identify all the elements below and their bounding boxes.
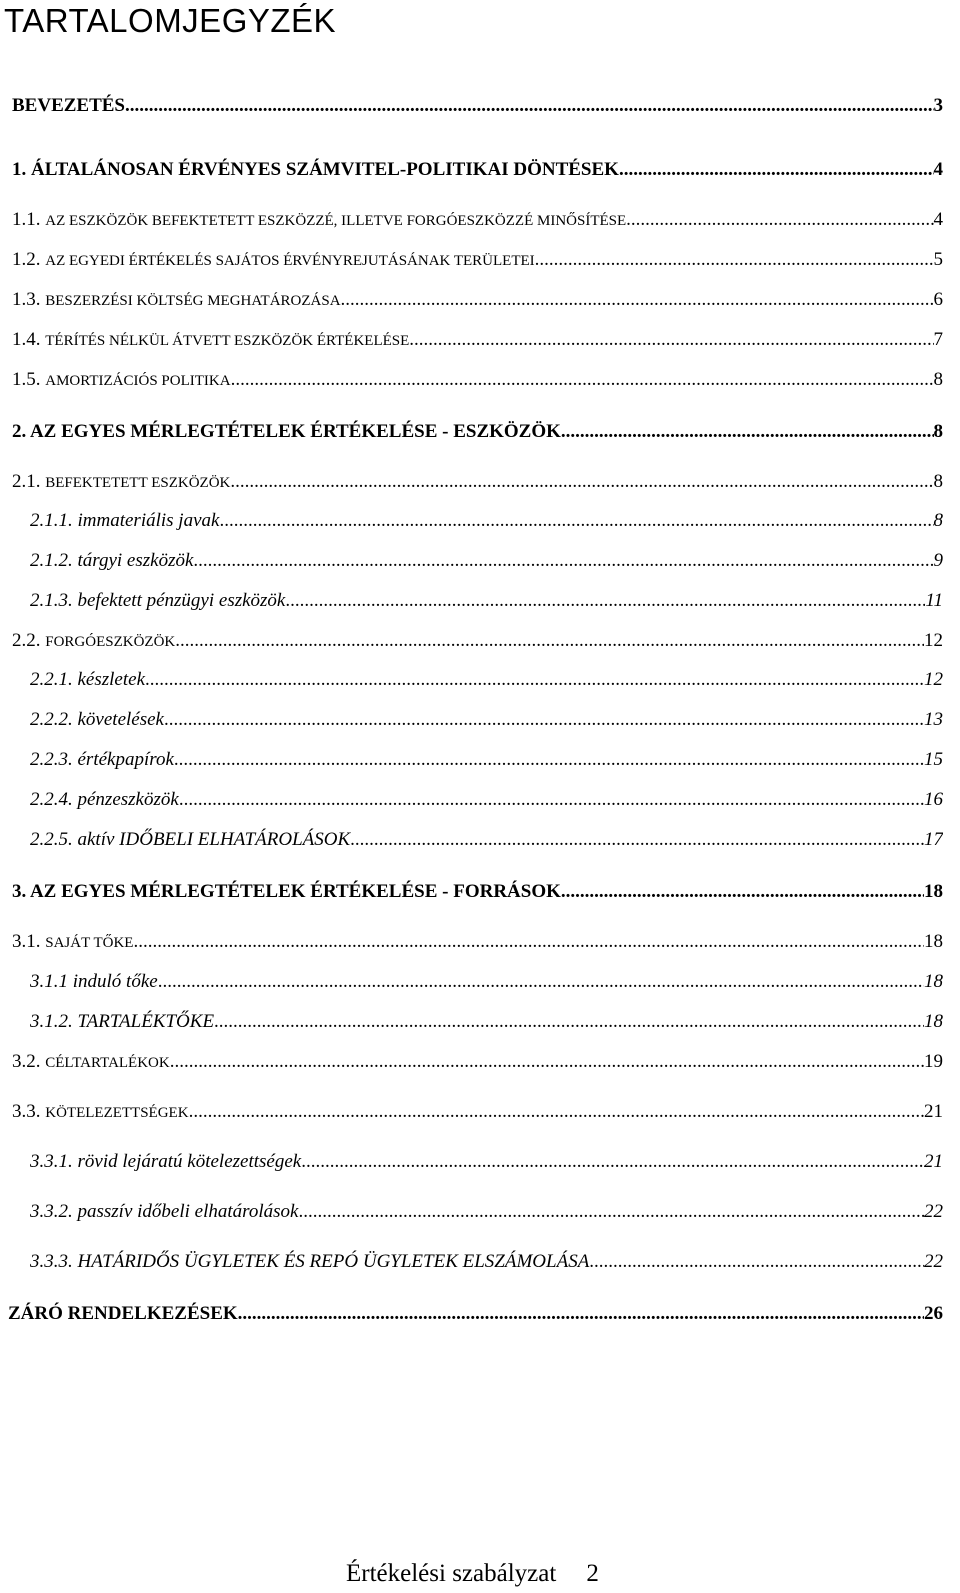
toc-entry-number: 3.1.1 <box>30 971 73 992</box>
toc-entry[interactable] <box>30 1010 943 1034</box>
toc-leader-dots <box>179 788 924 812</box>
toc-entry[interactable] <box>30 1200 943 1224</box>
toc-leader-dots <box>589 1250 924 1274</box>
toc-entry-title <box>12 880 561 904</box>
toc-page-number: 11 <box>925 590 943 611</box>
toc-page-number: 8 <box>933 369 943 390</box>
toc-entry-number: 3. <box>12 881 30 902</box>
toc-entry-title <box>12 158 619 182</box>
toc-entry[interactable] <box>12 930 943 955</box>
toc-entry-title <box>12 470 230 495</box>
toc-entry-label: BEFEKTETETT ESZKÖZÖK <box>45 475 231 491</box>
toc-entry-title <box>30 1010 214 1034</box>
toc-entry-title <box>30 970 158 994</box>
toc-entry-title <box>30 828 350 852</box>
toc-entry-title <box>12 629 175 654</box>
toc-entry[interactable] <box>12 94 943 118</box>
toc-entry-title <box>30 1150 301 1174</box>
toc-leader-dots <box>158 970 924 994</box>
toc-entry-label: aktív IDŐBELI ELHATÁROLÁSOK <box>77 829 351 850</box>
toc-entry-title <box>12 1050 170 1075</box>
toc-entry-number: 2.2.1. <box>30 669 78 690</box>
toc-entry-title <box>30 1250 589 1274</box>
toc-leader-dots <box>535 248 934 272</box>
toc-entry-number: 3.1.2. <box>30 1011 78 1032</box>
toc-page-number: 8 <box>933 471 943 492</box>
toc-page-number: 26 <box>924 1303 943 1324</box>
toc-page-number: 6 <box>933 289 943 310</box>
footer-page-number: 2 <box>586 1560 599 1587</box>
toc-entry-title <box>30 748 174 772</box>
toc-entry[interactable] <box>30 788 943 812</box>
toc-entry[interactable] <box>30 748 943 772</box>
toc-page-number: 5 <box>933 249 943 270</box>
toc-page-number: 4 <box>933 209 943 230</box>
toc-leader-dots <box>350 828 924 852</box>
toc-entry[interactable] <box>12 1100 943 1125</box>
toc-entry-label: követelések <box>77 709 164 730</box>
toc-entry[interactable] <box>12 880 943 904</box>
toc-page-number: 13 <box>924 709 943 730</box>
toc-entry-label: FORGÓESZKÖZÖK <box>45 634 176 650</box>
toc-entry-title <box>30 668 145 692</box>
toc-leader-dots <box>238 1302 924 1326</box>
toc-entry[interactable] <box>30 589 943 613</box>
toc-entry-title <box>12 288 341 313</box>
toc-entry[interactable] <box>30 708 943 732</box>
toc-entry-label: KÖTELEZETTSÉGEK <box>45 1105 189 1121</box>
toc-entry-number: 2.2. <box>12 630 46 651</box>
toc-leader-dots <box>219 509 933 533</box>
toc-page-number: 18 <box>924 881 943 902</box>
toc-entry-number: 1.2. <box>12 249 46 270</box>
toc-entry-title <box>30 549 193 573</box>
toc-entry-number: 2.2.3. <box>30 749 78 770</box>
toc-entry-label: AZ EGYES MÉRLEGTÉTELEK ÉRTÉKELÉSE - ESZKÖZÖK <box>29 421 561 442</box>
toc-entry-number: 3.3.1. <box>30 1151 78 1172</box>
toc-page-number: 21 <box>924 1101 943 1122</box>
toc-entry[interactable] <box>12 368 943 393</box>
toc-entry-number: 2. <box>12 421 30 442</box>
toc-entry-number: 1.4. <box>12 329 46 350</box>
toc-entry-label: induló tőke <box>72 971 158 992</box>
toc-page-number: 22 <box>924 1201 943 1222</box>
toc-entry[interactable] <box>30 549 943 573</box>
toc-entry-label: ZÁRÓ RENDELKEZÉSEK <box>8 1303 238 1324</box>
toc-leader-dots <box>189 1100 924 1124</box>
toc-page-number: 4 <box>933 159 943 180</box>
toc-leader-dots <box>174 748 924 772</box>
toc-entry[interactable] <box>12 328 943 353</box>
toc-page-number: 16 <box>924 789 943 810</box>
toc-entry-label: tárgyi eszközök <box>77 550 194 571</box>
toc-page-number: 12 <box>924 669 943 690</box>
toc-entry-label: BEVEZETÉS <box>12 95 125 116</box>
toc-leader-dots <box>298 1200 924 1224</box>
toc-leader-dots <box>125 94 934 118</box>
toc-entry-number: 2.2.5. <box>30 829 78 850</box>
toc-page-number: 22 <box>924 1251 943 1272</box>
toc-leader-dots <box>561 420 934 444</box>
toc-entry-label: TÉRÍTÉS NÉLKÜL ÁTVETT ESZKÖZÖK ÉRTÉKELÉSE <box>45 333 410 349</box>
toc-leader-dots <box>619 158 934 182</box>
page-footer <box>346 1560 599 1588</box>
toc-leader-dots <box>230 470 933 494</box>
toc-page-number: 18 <box>924 931 943 952</box>
toc-page-number: 7 <box>933 329 943 350</box>
toc-page-number: 18 <box>924 971 943 992</box>
toc-entry-title <box>30 708 164 732</box>
toc-entry[interactable] <box>12 629 943 654</box>
toc-entry-label: befektett pénzügyi eszközök <box>77 590 286 611</box>
toc-leader-dots <box>164 708 924 732</box>
toc-entry-label: készletek <box>77 669 146 690</box>
toc-entry-title <box>30 788 179 812</box>
toc-entry[interactable] <box>12 158 943 182</box>
toc-entry-label: AZ EGYES MÉRLEGTÉTELEK ÉRTÉKELÉSE - FORRÁSOK <box>29 881 561 902</box>
toc-leader-dots <box>175 629 924 653</box>
toc-entry-number: 1.1. <box>12 209 46 230</box>
toc-entry-title <box>30 589 285 613</box>
toc-entry-number: 1. <box>12 159 31 180</box>
toc-entry[interactable] <box>12 470 943 495</box>
toc-leader-dots <box>170 1050 924 1074</box>
toc-leader-dots <box>301 1150 924 1174</box>
toc-entry-label: HATÁRIDŐS ÜGYLETEK ÉS REPÓ ÜGYLETEK ELSZÁMOLÁSA <box>77 1251 590 1272</box>
toc-entry[interactable] <box>12 248 943 273</box>
toc-leader-dots <box>133 930 924 954</box>
toc-leader-dots <box>145 668 924 692</box>
toc-entry[interactable] <box>30 668 943 692</box>
toc-page-number: 15 <box>924 749 943 770</box>
toc-entry-label: BESZERZÉSI KÖLTSÉG MEGHATÁROZÁSA <box>45 293 341 309</box>
toc-page-number: 21 <box>924 1151 943 1172</box>
toc-entry-label: SAJÁT TŐKE <box>45 935 134 951</box>
toc-entry[interactable] <box>12 420 943 444</box>
toc-entry-label: pénzeszközök <box>77 789 179 810</box>
toc-entry-label: CÉLTARTALÉKOK <box>45 1055 170 1071</box>
toc-leader-dots <box>626 208 933 232</box>
toc-entry-number: 2.1.3. <box>30 590 78 611</box>
toc-entry-number: 2.2.2. <box>30 709 78 730</box>
toc-entry-title <box>12 1100 189 1125</box>
toc-entry[interactable] <box>30 970 943 994</box>
toc-leader-dots <box>193 549 933 573</box>
toc-entry-title <box>12 328 409 353</box>
toc-entry-label: TARTALÉKTŐKE <box>77 1011 215 1032</box>
toc-page-number: 17 <box>924 829 943 850</box>
toc-entry-number: 3.3.2. <box>30 1201 78 1222</box>
toc-page-number: 8 <box>933 510 943 531</box>
toc-entry-title <box>12 368 231 393</box>
toc-entry-label: AZ EGYEDI ÉRTÉKELÉS SAJÁTOS ÉRVÉNYREJUTÁSÁNAK TERÜLETEI <box>45 253 535 269</box>
toc-leader-dots <box>285 589 925 613</box>
toc-page-number: 19 <box>924 1051 943 1072</box>
toc-entry-label: passzív időbeli elhatárolások <box>77 1201 299 1222</box>
toc-leader-dots <box>561 880 924 904</box>
toc-page-number: 12 <box>924 630 943 651</box>
toc-entry-title <box>12 248 535 273</box>
toc-page-number: 8 <box>933 421 943 442</box>
toc-entry-number: 3.3. <box>12 1101 46 1122</box>
toc-page-number: 18 <box>924 1011 943 1032</box>
toc-leader-dots <box>231 368 934 392</box>
toc-entry[interactable] <box>30 1150 943 1174</box>
toc-entry-label: AZ ESZKÖZÖK BEFEKTETETT ESZKÖZZÉ, ILLETVE FORGÓESZKÖZZÉ MINŐSÍTÉSE <box>45 213 627 229</box>
toc-entry-number: 3.1. <box>12 931 46 952</box>
toc-entry-number: 2.1.1. <box>30 510 78 531</box>
toc-entry-label: ÁLTALÁNOSAN ÉRVÉNYES SZÁMVITEL-POLITIKAI DÖNTÉSEK <box>31 159 619 180</box>
toc-entry[interactable] <box>12 1050 943 1075</box>
toc-entry-number: 3.3.3. <box>30 1251 78 1272</box>
toc-entry-number: 1.3. <box>12 289 46 310</box>
toc-entry[interactable] <box>8 1302 943 1326</box>
toc-entry-title <box>8 1302 238 1326</box>
toc-entry-label: értékpapírok <box>77 749 174 770</box>
page-title: TARTALOMJEGYZÉK <box>4 2 337 39</box>
toc-page-number: 9 <box>933 550 943 571</box>
toc-entry[interactable] <box>30 1250 943 1274</box>
toc-entry[interactable] <box>12 288 943 313</box>
toc-entry-title <box>12 420 561 444</box>
toc-entry-number: 2.2.4. <box>30 789 78 810</box>
toc-entry-title <box>30 1200 298 1224</box>
toc-entry-number: 2.1. <box>12 471 46 492</box>
toc-entry-number: 2.1.2. <box>30 550 78 571</box>
toc-entry[interactable] <box>30 509 943 533</box>
toc-entry-number: 3.2. <box>12 1051 46 1072</box>
toc-entry[interactable] <box>30 828 943 852</box>
toc-entry-title <box>30 509 219 533</box>
toc-page-number: 3 <box>933 95 943 116</box>
toc-entry-title <box>12 208 626 233</box>
toc-leader-dots <box>409 328 933 352</box>
toc-entry-label: AMORTIZÁCIÓS POLITIKA <box>45 373 231 389</box>
toc-leader-dots <box>214 1010 924 1034</box>
footer-text: Értékelési szabályzat <box>346 1560 557 1587</box>
toc-entry-title <box>12 930 133 955</box>
toc-leader-dots <box>341 288 934 312</box>
toc-entry[interactable] <box>12 208 943 233</box>
toc-entry-number: 1.5. <box>12 369 46 390</box>
toc-entry-label: immateriális javak <box>77 510 220 531</box>
toc-entry-title <box>12 94 125 118</box>
toc-entry-label: rövid lejáratú kötelezettségek <box>77 1151 302 1172</box>
